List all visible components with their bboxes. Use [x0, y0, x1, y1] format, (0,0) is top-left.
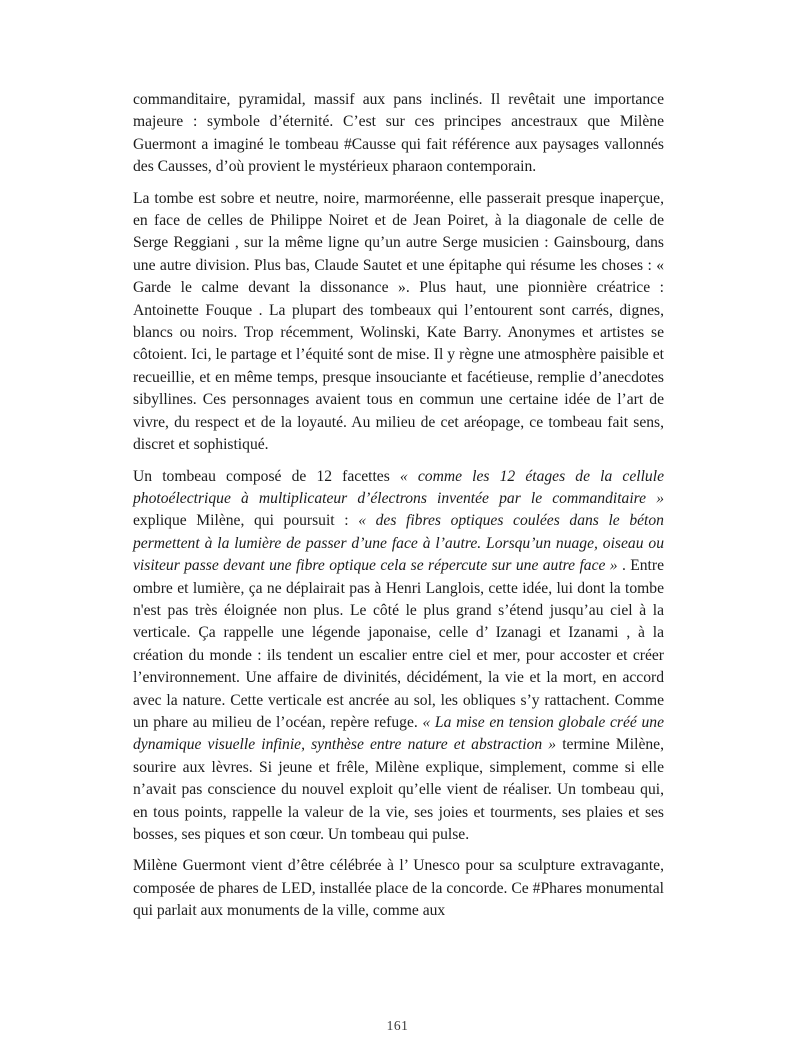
- page-number: 161: [386, 1018, 409, 1033]
- page-body-text: [133, 89, 664, 932]
- italic-quote-text: « des fibres optiques coulées dans le béton permettent à la lumière de passer d’une face à l’autre. Lorsqu’un nuage, oiseau ou visiteur passe devant une fibre optique cela se répercute sur une autre face »: [133, 512, 664, 575]
- body-text-run: explique Milène, qui poursuit :: [133, 512, 359, 530]
- paragraph: [133, 188, 664, 457]
- body-text-run: . Entre ombre et lumière, ça ne déplairait pas à Henri Langlois, cette idée, lui dont la tombe n'est pas très éloignée non plus. Le côté le plus grand s’étend jusqu’au ciel à la verticale. Ça rappelle une légende japonaise, celle d’ Izanagi et Izanami , à la création du monde : ils tendent un escalier entre ciel et mer, pour accoster et créer l’environnement. Une affaire de divinités, décidément, la vie et la mort, en accord avec la nature. Cette verticale est ancrée au sol, les obliques s’y rattachent. Comme un phare au milieu de l’océan, repère refuge.: [133, 557, 664, 731]
- paragraph: [133, 855, 664, 922]
- paragraph: [133, 89, 664, 179]
- body-text-run: Milène Guermont vient d’être célébrée à l’ Unesco pour sa sculpture extravagante, composée de phares de LED, installée place de la concorde. Ce #Phares monumental qui parlait aux monuments de la ville, comme aux: [133, 857, 664, 920]
- italic-quote-text: « La mise en tension globale créé une dynamique visuelle infinie, synthèse entre nature et abstraction »: [133, 713, 664, 754]
- body-text-run: La tombe est sobre et neutre, noire, marmoréenne, elle passerait presque inaperçue, en face de celles de Philippe Noiret et de Jean Poiret, à la diagonale de celle de Serge Reggiani , sur la même ligne qu’un autre Serge musicien : Gainsbourg, dans une autre division. Plus bas, Claude Sautet et une épitaphe qui résume les choses : « Garde le calme devant la dissonance ». Plus haut, une pionnière créatrice : Antoinette Fouque . La plupart des tombeaux qui l’entourent sont carrés, dignes, blancs ou noirs. Trop récemment, Wolinski, Kate Barry. Anonymes et artistes se côtoient. Ici, le partage et l’équité sont de mise. Il y règne une atmosphère paisible et recueillie, et en même temps, presque insouciante et facétieuse, remplie d’anecdotes sibyllines. Ces personnages avaient tous en commun une certaine idée de l’art de vivre, du respect et de la loyauté. Au milieu de cet aréopage, ce tombeau fait sens, discret et sophistiqué.: [133, 189, 664, 454]
- body-text-run: Un tombeau composé de 12 facettes: [133, 467, 400, 485]
- body-text-run: commanditaire, pyramidal, massif aux pans inclinés. Il revêtait une importance majeure : symbole d’éternité. C’est sur ces principes ancestraux que Milène Guermont a imaginé le tombeau #Causse qui fait référence aux paysages vallonnés des Causses, d’où provient le mystérieux pharaon contemporain.: [133, 91, 664, 176]
- italic-quote-text: « comme les 12 étages de la cellule photoélectrique à multiplicateur d’électrons inventée par le commanditaire »: [133, 467, 664, 507]
- paragraph: [133, 466, 664, 847]
- body-text-run: termine Milène, sourire aux lèvres. Si jeune et frêle, Milène explique, simplement, comme si elle n’avait pas conscience du nouvel exploit qu’elle vient de réaliser. Un tombeau qui, en tous points, rappelle la valeur de la vie, ses joies et tourments, ses plaies et ses bosses, ses piques et son cœur. Un tombeau qui pulse.: [133, 736, 664, 843]
